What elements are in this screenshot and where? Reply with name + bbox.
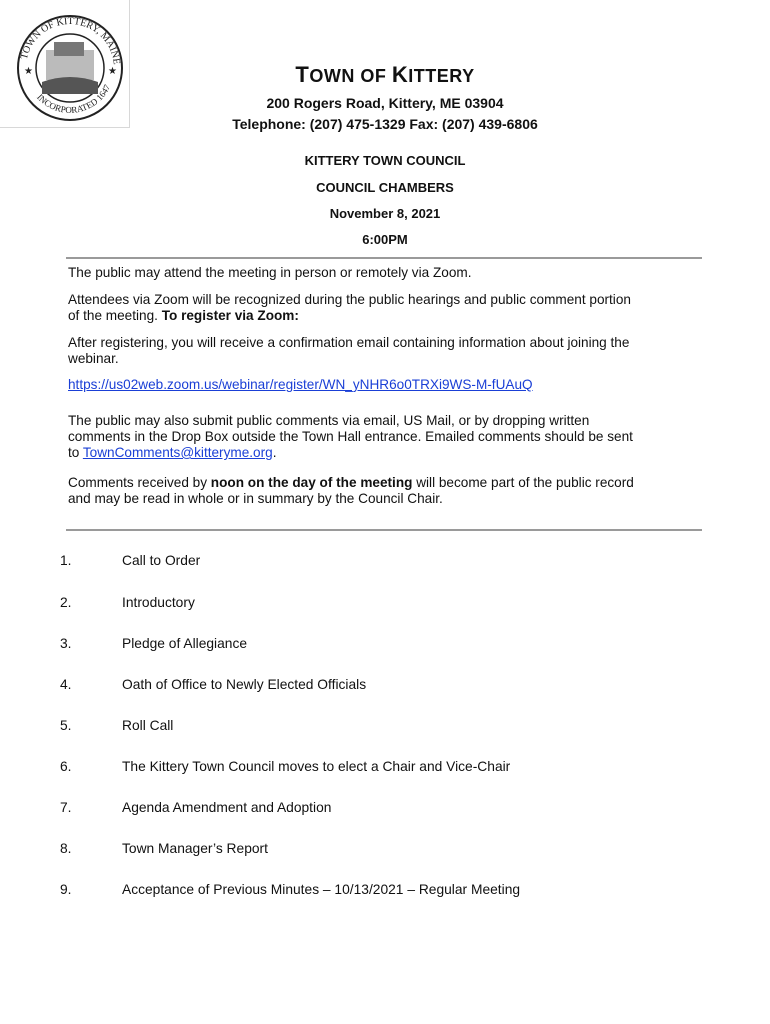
zoom-register-link[interactable]: https://us02web.zoom.us/webinar/register/WN_yNHR6o0TRXi9WS-M-fUAuQ [68,377,533,392]
divider-top [66,257,702,259]
agenda-item-number: 9. [60,882,72,897]
notice-confirmation: After registering, you will receive a confirmation email containing information about joining the webinar. [68,335,630,366]
divider-bottom [66,529,702,531]
agenda-item-number: 6. [60,759,72,774]
agenda-item-text: Call to Order [122,553,201,568]
zoom-link-row [68,377,708,393]
agenda-item-number: 2. [60,595,72,610]
telephone-fax: Telephone: (207) 475-1329 Fax: (207) 439-6806 [232,116,538,132]
agenda-item-number: 7. [60,800,72,815]
agenda-item-number: 3. [60,636,72,651]
email-link[interactable]: TownComments@kitteryme.org [82,445,273,460]
agenda-item-text: Acceptance of Previous Minutes – 10/13/2021 – Regular Meeting [122,882,521,897]
notice-attend: The public may attend the meeting in person or remotely via Zoom. [68,265,472,280]
agenda-item-text: Introductory [122,595,195,610]
svg-text:★: ★ [108,66,117,77]
address: 200 Rogers Road, Kittery, ME 03904 [266,95,504,111]
seal-ring-top: TOWN OF KITTERY, MAINE [18,15,122,66]
meeting-date: November 8, 2021 [329,206,441,221]
meeting-body: KITTERY TOWN COUNCIL [304,153,466,168]
meeting-time: 6:00PM [362,232,408,247]
svg-text:★: ★ [24,66,33,77]
notice-comments: The public may also submit public comments via email, US Mail, or by dropping written comments in the Drop Box outside the Town Hall entrance. Emailed comments should be sent to TownComments@kitteryme.org. [68,413,633,460]
notice-zoom-attendees: Attendees via Zoom will be recognized during the public hearings and public comment portion of the meeting. To register via Zoom: [68,292,631,323]
agenda-item-number: 1. [60,553,72,568]
agenda-item-number: 5. [60,718,72,733]
agenda-item-text: Town Manager’s Report [122,841,268,856]
agenda-item-text: Pledge of Allegiance [122,636,248,651]
agenda-item-number: 4. [60,677,72,692]
seal-ring-bottom: INCORPORATED 1647 [35,82,113,115]
notice-public-record: Comments received by noon on the day of the meeting will become part of the public record and may be read in whole or in summary by the Council Chair. [68,475,634,506]
agenda-item-number: 8. [60,841,72,856]
agenda-item-text: Oath of Office to Newly Elected Officials [122,677,367,692]
agenda-item-text: Roll Call [122,718,174,733]
agenda-item-text: The Kittery Town Council moves to elect a Chair and Vice-Chair [122,759,511,774]
page-title: TOWN OF KITTERY [295,62,475,87]
agenda-item-text: Agenda Amendment and Adoption [122,800,332,815]
meeting-location: COUNCIL CHAMBERS [316,180,454,195]
